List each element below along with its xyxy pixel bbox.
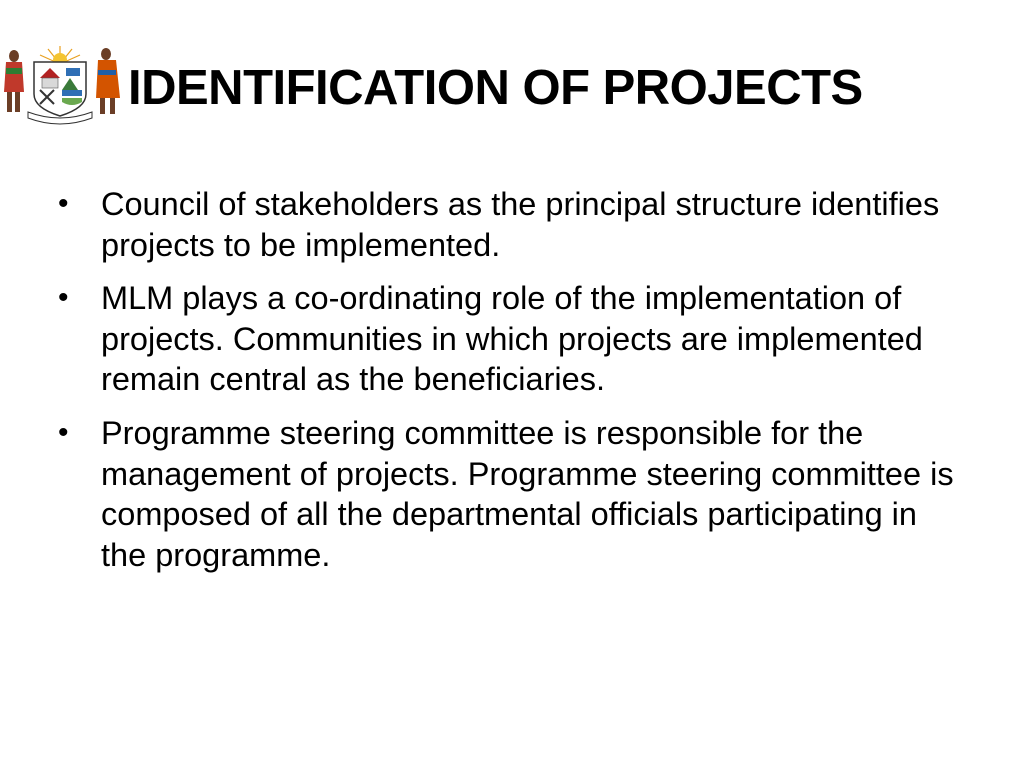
bullet-icon: • <box>58 187 69 220</box>
bullet-icon: • <box>58 415 69 449</box>
coat-of-arms-logo-icon <box>0 42 128 126</box>
bullet-text: MLM plays a co-ordinating role of the implementation of projects. Communities in which projects are implemented remain central as the beneficiaries. <box>101 280 923 398</box>
slide-title: IDENTIFICATION OF PROJECTS <box>128 61 863 115</box>
bullet-list <box>58 184 968 588</box>
bullet-text: Council of stakeholders as the principal structure identifies projects to be implemented. <box>101 186 940 263</box>
coat-of-arms-logo-svg <box>0 42 128 126</box>
bullet-text: Programme steering committee is responsible for the management of projects. Programme steering committee is composed of all the departmental officials participating in the programme. <box>101 414 954 573</box>
bullet-item <box>58 184 968 265</box>
bullet-item <box>58 278 968 400</box>
bullet-item <box>58 413 968 575</box>
bullet-icon: • <box>58 281 69 315</box>
